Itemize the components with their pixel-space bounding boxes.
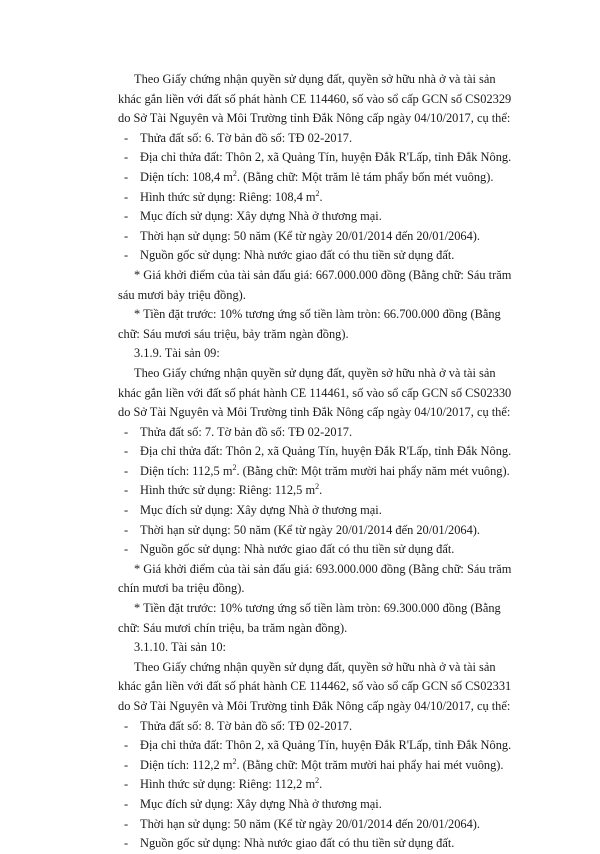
usage-origin: - Nguồn gốc sử dụng: Nhà nước giao đất có thu tiền sử dụng đất. (118, 834, 516, 854)
parcel-area: - Diện tích: 108,4 $m^2$. (Bằng chữ: Một trăm lẻ tám phẩy bốn mét vuông). (118, 168, 516, 188)
parcel-area: - Diện tích: 112,5 $m^2$. (Bằng chữ: Một trăm mười hai phẩy năm mét vuông). (118, 462, 516, 482)
usage-origin: - Nguồn gốc sử dụng: Nhà nước giao đất có thu tiền sử dụng đất. (118, 246, 516, 266)
usage-term: - Thời hạn sử dụng: 50 năm (Kể từ ngày 20/01/2014 đến 20/01/2064). (118, 815, 516, 835)
parcel-area: - Diện tích: 112,2 $m^2$. (Bằng chữ: Một trăm mười hai phẩy hai mét vuông). (118, 756, 516, 776)
parcel-address: - Địa chỉ thửa đất: Thôn 2, xã Quảng Tín, huyện Đắk R'Lấp, tỉnh Đắk Nông. (118, 442, 516, 462)
gcn-paragraph: Theo Giấy chứng nhận quyền sử dụng đất, quyền sở hữu nhà ở và tài sản khác gắn liền với đất số phát hành CE 114462, số vào sổ cấp GCN số CS02331 do Sở Tài Nguyên và Môi Trường tỉnh Đắk Nông cấp ngày 04/10/2017, cụ thể: (118, 659, 512, 713)
deposit: * Tiền đặt trước: 10% tương ứng số tiền làm tròn: 66.700.000 đồng (Bằng chữ: Sáu mươi sáu triệu, bảy trăm ngàn đồng). (118, 307, 501, 341)
parcel-address: - Địa chỉ thửa đất: Thôn 2, xã Quảng Tín, huyện Đắk R'Lấp, tỉnh Đắk Nông. (118, 736, 516, 756)
parcel-number: - Thửa đất số: 6. Tờ bản đồ số: TĐ 02-2017. (118, 129, 516, 149)
usage-form: - Hình thức sử dụng: Riêng: 108,4 $m^2$. (118, 188, 516, 208)
parcel-address: - Địa chỉ thửa đất: Thôn 2, xã Quảng Tín, huyện Đắk R'Lấp, tỉnh Đắk Nông. (118, 148, 516, 168)
usage-form: - Hình thức sử dụng: Riêng: 112,5 $m^2$. (118, 481, 516, 501)
usage-term: - Thời hạn sử dụng: 50 năm (Kể từ ngày 20/01/2014 đến 20/01/2064). (118, 227, 516, 247)
usage-origin: - Nguồn gốc sử dụng: Nhà nước giao đất có thu tiền sử dụng đất. (118, 540, 516, 560)
parcel-number: - Thửa đất số: 7. Tờ bản đồ số: TĐ 02-2017. (118, 423, 516, 443)
parcel-number: - Thửa đất số: 8. Tờ bản đồ số: TĐ 02-2017. (118, 717, 516, 737)
section-heading-10: 3.1.10. Tài sản 10: (134, 640, 227, 655)
gcn-paragraph: Theo Giấy chứng nhận quyền sử dụng đất, quyền sở hữu nhà ở và tài sản khác gắn liền với đất số phát hành CE 114460, số vào sổ cấp GCN số CS02329 do Sở Tài Nguyên và Môi Trường tỉnh Đắk Nông cấp ngày 04/10/2017, cụ thể: (118, 72, 512, 126)
usage-purpose: - Mục đích sử dụng: Xây dựng Nhà ở thương mại. (118, 207, 516, 227)
usage-form: - Hình thức sử dụng: Riêng: 112,2 $m^2$. (118, 775, 516, 795)
usage-term: - Thời hạn sử dụng: 50 năm (Kể từ ngày 20/01/2014 đến 20/01/2064). (118, 521, 516, 541)
section-heading-09: 3.1.9. Tài sản 09: (134, 346, 220, 361)
usage-purpose: - Mục đích sử dụng: Xây dựng Nhà ở thương mại. (118, 795, 516, 815)
deposit: * Tiền đặt trước: 10% tương ứng số tiền làm tròn: 69.300.000 đồng (Bằng chữ: Sáu mươi chín triệu, ba trăm ngàn đồng). (118, 601, 501, 635)
usage-purpose: - Mục đích sử dụng: Xây dựng Nhà ở thương mại. (118, 501, 516, 521)
starting-price: * Giá khởi điểm của tài sản đấu giá: 667.000.000 đồng (Bằng chữ: Sáu trăm sáu mươi bảy triệu đồng). (118, 267, 512, 302)
starting-price: * Giá khởi điểm của tài sản đấu giá: 693.000.000 đồng (Bằng chữ: Sáu trăm chín mươi ba triệu đồng). (118, 561, 512, 596)
gcn-paragraph: Theo Giấy chứng nhận quyền sử dụng đất, quyền sở hữu nhà ở và tài sản khác gắn liền với đất số phát hành CE 114461, số vào sổ cấp GCN số CS02330 do Sở Tài Nguyên và Môi Trường tỉnh Đắk Nông cấp ngày 04/10/2017, cụ thể: (118, 365, 512, 420)
